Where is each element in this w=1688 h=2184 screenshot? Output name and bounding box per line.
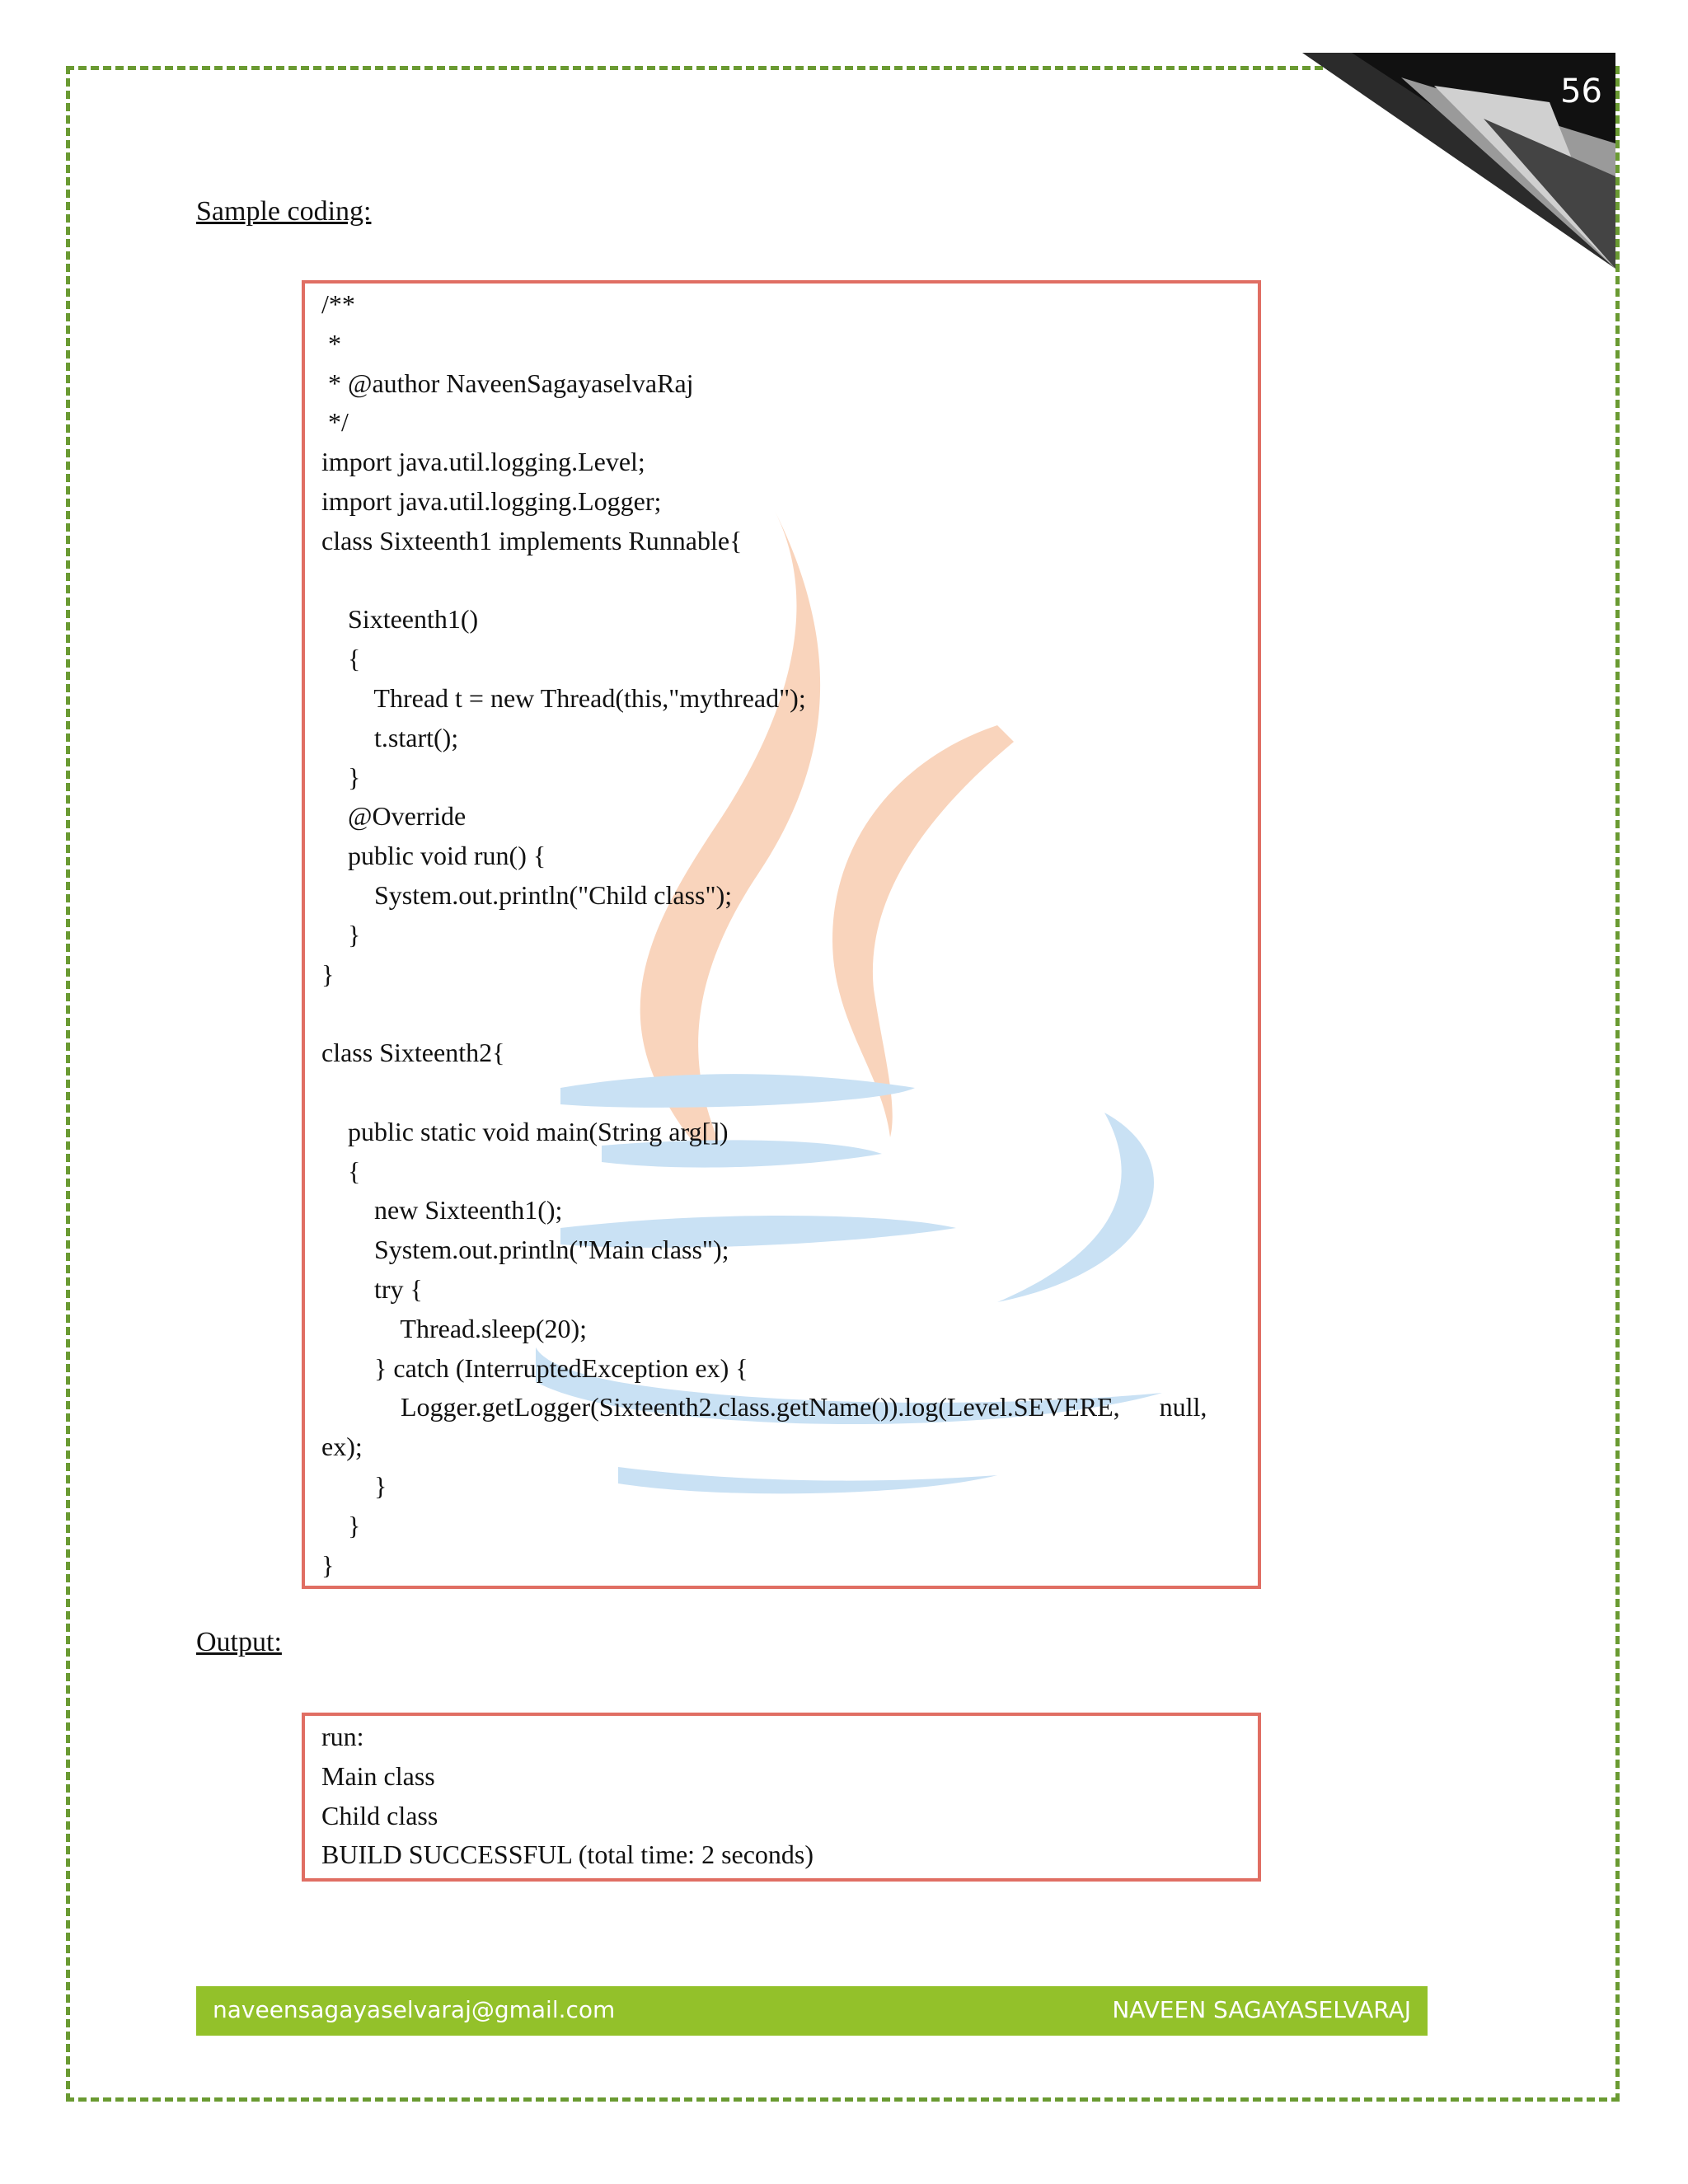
code-line: } bbox=[321, 1510, 361, 1540]
output-line: run: bbox=[321, 1722, 364, 1751]
code-line: System.out.println("Main class"); bbox=[321, 1235, 729, 1265]
code-line: try { bbox=[321, 1273, 423, 1304]
code-line: Sixteenth1() bbox=[321, 604, 479, 635]
code-box bbox=[302, 280, 1261, 1589]
code-line: /** bbox=[321, 289, 355, 319]
code-line: Thread t = new Thread(this,"mythread"); bbox=[321, 682, 806, 713]
code-line: } bbox=[321, 1470, 387, 1501]
code-line bbox=[321, 994, 1241, 1033]
code-line: { bbox=[321, 1155, 361, 1186]
page-number: 56 bbox=[1560, 73, 1602, 110]
code-line: t.start(); bbox=[321, 722, 459, 752]
code-line bbox=[321, 561, 1241, 601]
code-line: Thread.sleep(20); bbox=[321, 1313, 587, 1343]
output-line: BUILD SUCCESSFUL (total time: 2 seconds) bbox=[321, 1840, 814, 1870]
code-line: * bbox=[321, 328, 341, 359]
code-line: } bbox=[321, 762, 361, 792]
code-line: public void run() { bbox=[321, 841, 546, 871]
code-line: } bbox=[321, 919, 361, 949]
code-line: { bbox=[321, 644, 361, 674]
code-line: * @author NaveenSagayaselvaRaj bbox=[321, 368, 694, 398]
output-lines bbox=[321, 1718, 814, 1875]
code-line: class Sixteenth2{ bbox=[321, 1038, 505, 1068]
code-lines bbox=[321, 285, 1241, 1585]
code-line: */ bbox=[321, 407, 349, 438]
code-line: ex); bbox=[321, 1432, 363, 1462]
code-line: System.out.println("Child class"); bbox=[321, 879, 733, 910]
output-heading: Output: bbox=[196, 1627, 282, 1657]
code-line: public static void main(String arg[]) bbox=[321, 1116, 729, 1146]
code-line: import java.util.logging.Level; bbox=[321, 447, 645, 477]
code-line: new Sixteenth1(); bbox=[321, 1195, 563, 1226]
footer-author: NAVEEN SAGAYASELVARAJ bbox=[1112, 1996, 1411, 2023]
code-line: } bbox=[321, 958, 335, 989]
output-box bbox=[302, 1713, 1261, 1882]
code-line: Logger.getLogger(Sixteenth2.class.getName()).log(Level.SEVERE, null, bbox=[321, 1392, 1207, 1422]
footer-email: naveensagayaselvaraj@gmail.com bbox=[213, 1996, 616, 2023]
code-line bbox=[321, 1073, 1241, 1113]
output-line: Child class bbox=[321, 1800, 438, 1830]
sample-coding-heading: Sample coding: bbox=[196, 196, 372, 227]
code-line: } catch (InterruptedException ex) { bbox=[321, 1352, 748, 1383]
footer-bar bbox=[196, 1986, 1428, 2036]
code-line: } bbox=[321, 1549, 335, 1580]
code-line: import java.util.logging.Logger; bbox=[321, 485, 662, 516]
output-line: Main class bbox=[321, 1760, 435, 1791]
code-line: @Override bbox=[321, 801, 467, 832]
code-line: class Sixteenth1 implements Runnable{ bbox=[321, 525, 743, 555]
